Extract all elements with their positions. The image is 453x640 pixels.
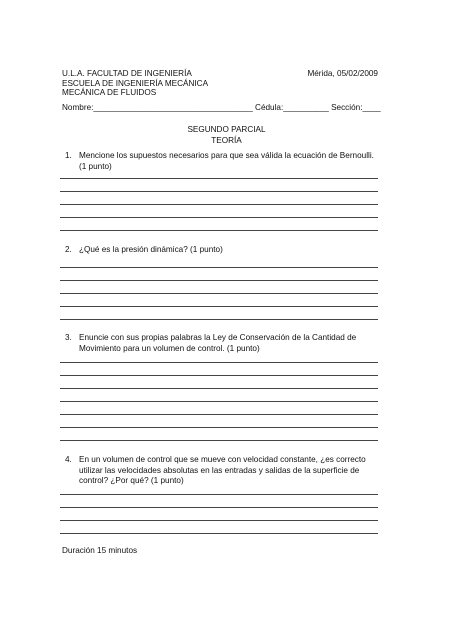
answer-line: [60, 440, 378, 441]
question-text-line: Enuncie con sus propias palabras la Ley de Conservación de la Cantidad de: [79, 333, 357, 342]
question-text-line: (1 punto): [79, 161, 112, 171]
student-fields: Nombre:___________________________________ Cédula:__________ Sección:____: [62, 103, 381, 112]
institution-name: U.L.A. FACULTAD DE INGENIERÍA: [62, 69, 192, 78]
answer-line: [60, 267, 378, 268]
question-text-line: utilizar las velocidades absolutas en las entradas y salidas de la superficie de: [79, 465, 360, 475]
institution-header: [62, 69, 208, 98]
answer-line: [60, 401, 378, 402]
exam-title: SEGUNDO PARCIAL: [187, 125, 266, 134]
question-text-line: En un volumen de control que se mueve con velocidad constante, ¿es correcto: [79, 455, 366, 464]
question-number: 1.: [65, 151, 72, 160]
answer-line: [60, 362, 378, 363]
question-text-line: control? ¿Por qué? (1 punto): [79, 476, 184, 485]
answer-line: [60, 204, 378, 205]
answer-line: [60, 217, 378, 218]
question-1: [65, 151, 385, 172]
answer-line: [60, 191, 378, 192]
answer-line: [60, 533, 378, 534]
question-number: 2.: [65, 245, 72, 254]
question-3: [65, 333, 385, 354]
answer-line: [60, 306, 378, 307]
answer-line: [60, 494, 378, 495]
question-2: [65, 245, 385, 256]
exam-date: Mérida, 05/02/2009: [307, 69, 378, 78]
answer-line: [60, 178, 378, 179]
question-text-line: Movimiento para un volumen de control. (1 punto): [79, 343, 260, 353]
answer-line: [60, 280, 378, 281]
answer-line: [60, 375, 378, 376]
answer-line: [60, 293, 378, 294]
question-text-line: ¿Qué es la presión dinámica? (1 punto): [79, 245, 223, 254]
answer-line: [60, 319, 378, 320]
answer-line: [60, 427, 378, 428]
exam-subtitle: TEORÍA: [211, 136, 242, 145]
answer-line: [60, 388, 378, 389]
school-name: ESCUELA DE INGENIERÍA MECÁNICA: [62, 78, 209, 88]
course-name: MECÁNICA DE FLUIDOS: [62, 88, 157, 97]
question-number: 3.: [65, 333, 72, 342]
question-4: [65, 455, 385, 487]
answer-line: [60, 230, 378, 231]
answer-line: [60, 520, 378, 521]
question-text-line: Mencione los supuestos necesarios para que sea válida la ecuación de Bernoulli.: [79, 151, 374, 160]
answer-line: [60, 414, 378, 415]
answer-line: [60, 507, 378, 508]
question-number: 4.: [65, 455, 72, 464]
exam-duration: Duración 15 minutos: [62, 546, 138, 555]
